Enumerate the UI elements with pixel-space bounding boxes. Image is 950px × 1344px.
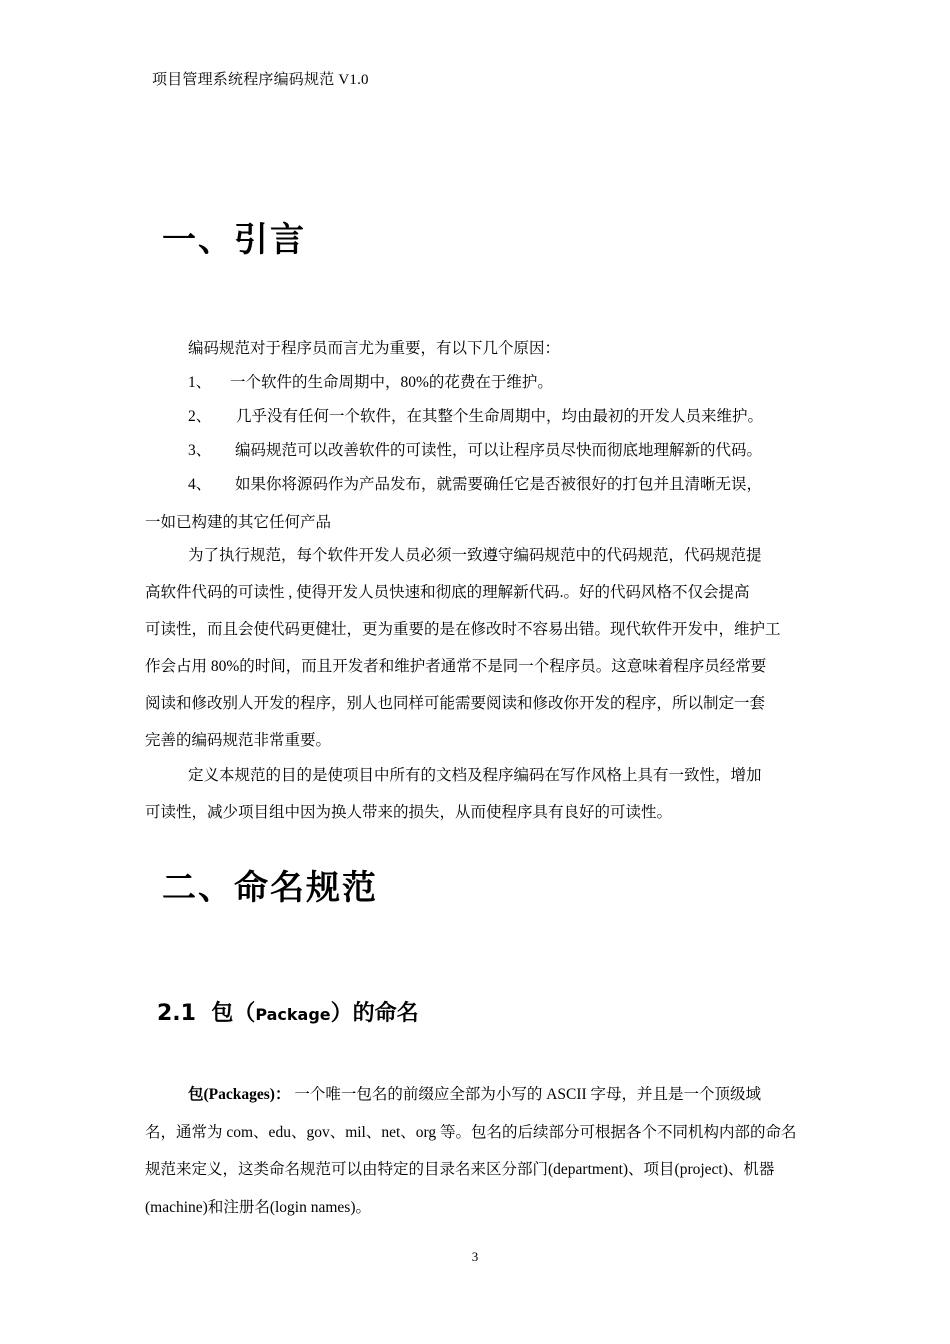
list-item-1 <box>188 370 853 392</box>
subsection-2-1-heading <box>157 996 419 1027</box>
subsection-title-prefix: 包（ <box>211 1001 256 1026</box>
section-1-heading: 一、引言 <box>162 220 306 260</box>
paragraph-1-line-4: 作会占用 80%的时间，而且开发者和维护者通常不是同一个程序员。这意味着程序员经常要 <box>145 658 767 675</box>
page-number: 3 <box>471 1249 479 1264</box>
list-number: 2、 <box>188 408 212 425</box>
paragraph-2-line-2: 可读性，减少项目组中因为换人带来的损失，从而使程序具有良好的可读性。 <box>145 804 673 821</box>
list-text: 如果你将源码作为产品发布，就需要确任它是否被很好的打包并且清晰无误， <box>235 476 763 493</box>
paragraph-1-line-5: 阅读和修改别人开发的程序，别人也同样可能需要阅读和修改你开发的程序，所以制定一套 <box>145 695 766 712</box>
paragraph-1-line-3: 可读性，而且会使代码更健壮，更为重要的是在修改时不容易出错。现代软件开发中，维护工 <box>145 621 781 638</box>
list-item-3 <box>188 438 853 460</box>
running-header: 项目管理系统程序编码规范 V1.0 <box>152 72 369 88</box>
list-text: 一个软件的生命周期中，80%的花费在于维护。 <box>230 374 553 391</box>
paragraph-1-line-2: 高软件代码的可读性 , 使得开发人员快速和彻底的理解新代码.。好的代码风格不仅会提高 <box>145 584 750 601</box>
paragraph-1-line-1: 为了执行规范，每个软件开发人员必须一致遵守编码规范中的代码规范，代码规范提 <box>188 547 762 564</box>
list-text: 几乎没有任何一个软件，在其整个生命周期中，均由最初的开发人员来维护。 <box>236 408 764 425</box>
subsection-title-suffix: ）的命名 <box>330 1001 419 1026</box>
packages-line-3: 规范来定义，这类命名规范可以由特定的目录名来区分部门(department)、项目(project)、机器 <box>145 1161 775 1178</box>
subsection-title-package: Package <box>255 1005 331 1024</box>
list-item-2 <box>188 404 853 426</box>
paragraph-1-line-6: 完善的编码规范非常重要。 <box>145 732 332 749</box>
list-item-4 <box>188 472 853 494</box>
paragraph-2-line-1: 定义本规范的目的是使项目中所有的文档及程序编码在写作风格上具有一致性，增加 <box>188 767 762 784</box>
list-number: 1、 <box>188 374 212 391</box>
packages-label: 包(Packages)： <box>188 1086 291 1103</box>
packages-text: 一个唯一包名的前缀应全部为小写的 ASCII 字母，并且是一个顶级域 <box>294 1086 762 1103</box>
list-text: 编码规范可以改善软件的可读性，可以让程序员尽快而彻底地理解新的代码。 <box>235 442 763 459</box>
section-2-heading: 二、命名规范 <box>162 868 378 908</box>
list-number: 4、 <box>188 476 212 493</box>
intro-line: 编码规范对于程序员而言尤为重要，有以下几个原因： <box>188 340 561 357</box>
packages-line-1 <box>188 1082 853 1104</box>
subsection-number: 2.1 <box>157 1001 196 1026</box>
packages-line-4: (machine)和注册名(login names)。 <box>145 1199 371 1216</box>
list-item-4-continued: 一如已构建的其它任何产品 <box>145 514 332 531</box>
list-number: 3、 <box>188 442 212 459</box>
packages-line-2: 名，通常为 com、edu、gov、mil、net、org 等。包名的后续部分可根据各个不同机构内部的命名 <box>145 1124 797 1141</box>
